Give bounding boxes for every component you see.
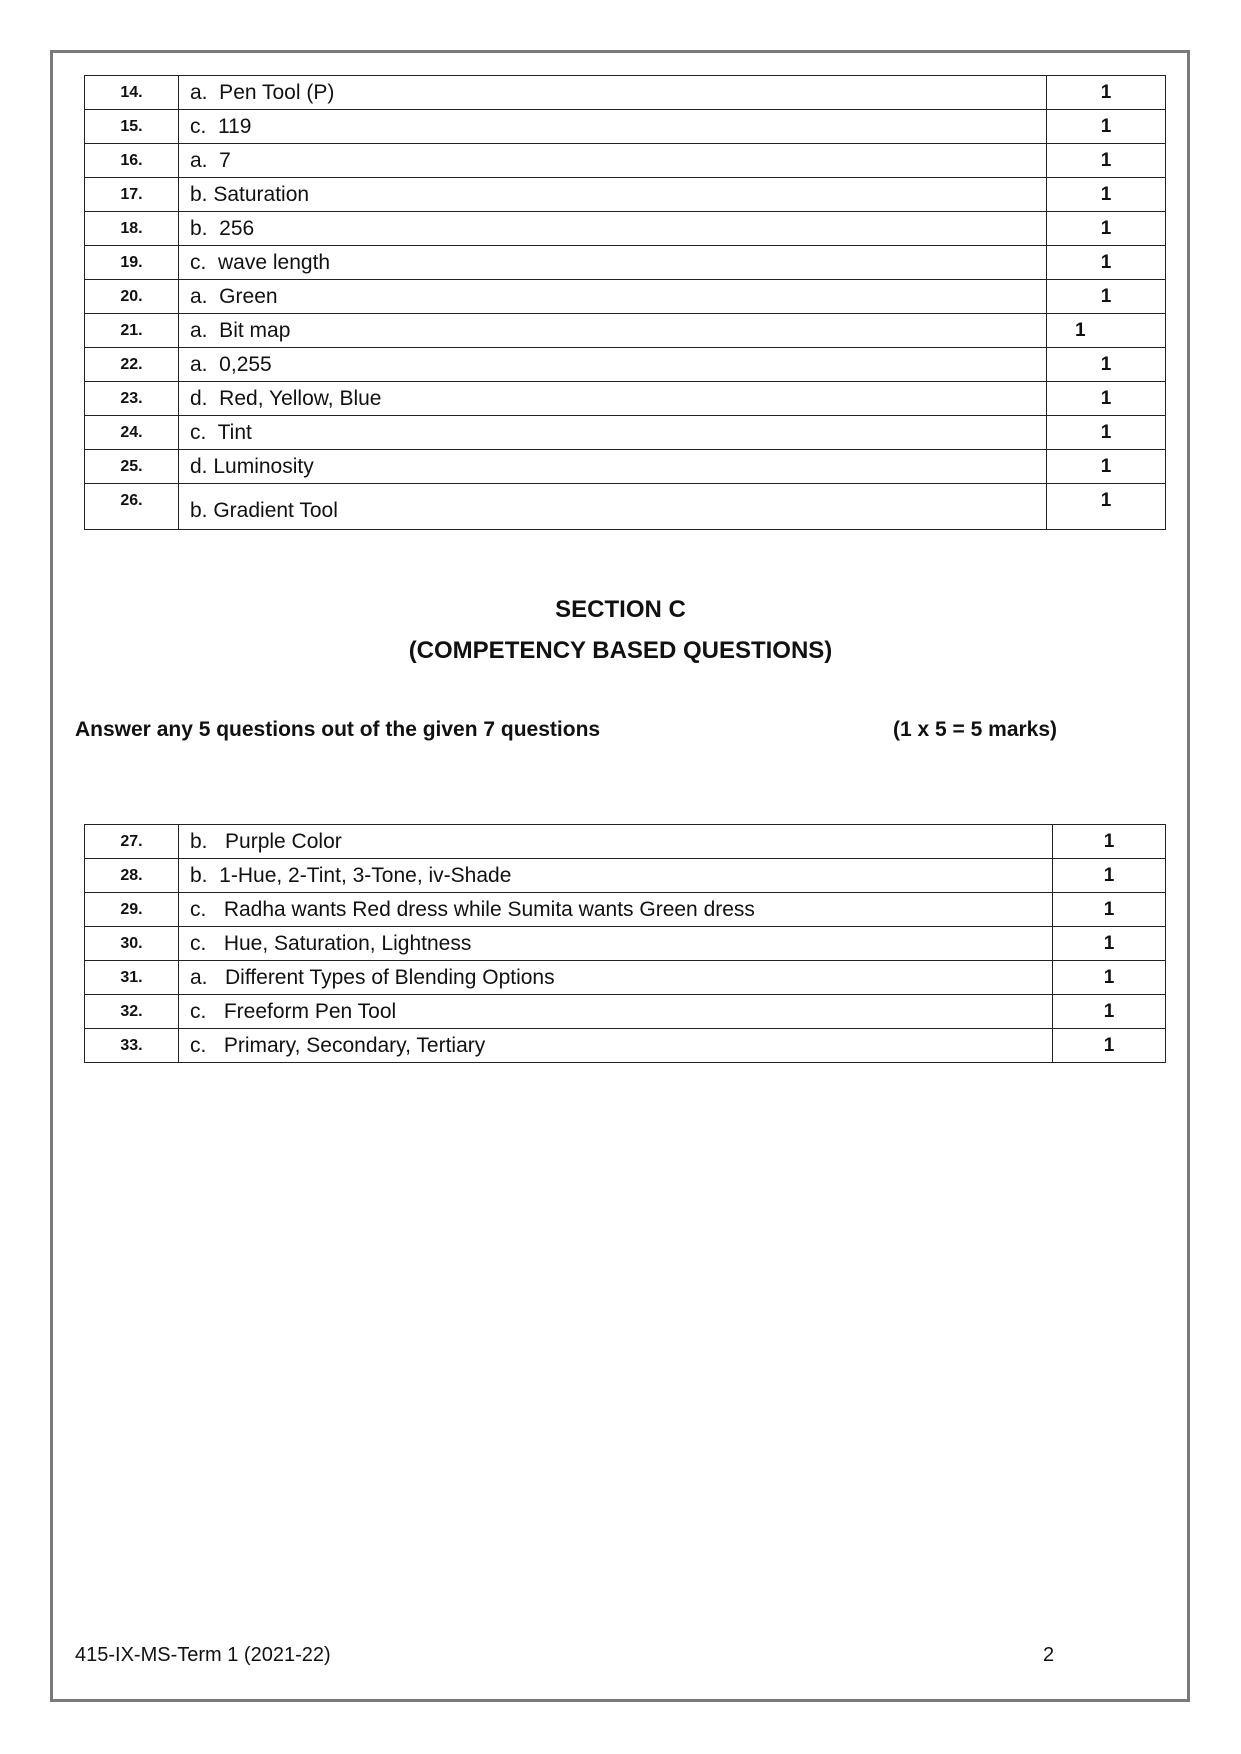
answer-text: a. 0,255	[179, 348, 1047, 382]
table-row	[85, 314, 1166, 348]
table-row	[85, 450, 1166, 484]
marks-value: 1	[1047, 212, 1166, 246]
marks-value: 1	[1053, 859, 1166, 893]
marks-value: 1	[1047, 280, 1166, 314]
question-number: 25.	[85, 450, 179, 484]
table-row	[85, 1029, 1166, 1063]
section-subtitle: (COMPETENCY BASED QUESTIONS)	[408, 637, 833, 664]
question-number: 29.	[85, 893, 179, 927]
question-number: 28.	[85, 859, 179, 893]
table-row	[85, 995, 1166, 1029]
marks-value: 1	[1047, 246, 1166, 280]
marks-value: 1	[1047, 178, 1166, 212]
table-row	[85, 382, 1166, 416]
marks-value: 1	[1047, 76, 1166, 110]
answer-text: b. 1-Hue, 2-Tint, 3-Tone, iv-Shade	[179, 859, 1053, 893]
table-row	[85, 859, 1166, 893]
answer-text: b. Saturation	[179, 178, 1047, 212]
answer-text: b. Gradient Tool	[179, 484, 1047, 530]
table-row	[85, 961, 1166, 995]
answer-text: c. Freeform Pen Tool	[179, 995, 1053, 1029]
marks-value: 1	[1047, 348, 1166, 382]
answer-text: d. Luminosity	[179, 450, 1047, 484]
question-number: 31.	[85, 961, 179, 995]
marks-value: 1	[1053, 893, 1166, 927]
table-row	[85, 348, 1166, 382]
answer-text: d. Red, Yellow, Blue	[179, 382, 1047, 416]
marks-value: 1	[1053, 995, 1166, 1029]
answer-text: a. Green	[179, 280, 1047, 314]
answer-text: c. Hue, Saturation, Lightness	[179, 927, 1053, 961]
question-number: 22.	[85, 348, 179, 382]
question-number: 24.	[85, 416, 179, 450]
table-row	[85, 416, 1166, 450]
answer-text: c. 119	[179, 110, 1047, 144]
table-row	[85, 144, 1166, 178]
section-instruction: Answer any 5 questions out of the given 7 questions	[75, 718, 601, 741]
table-row	[85, 76, 1166, 110]
table-row	[85, 110, 1166, 144]
marks-value: 1	[1053, 927, 1166, 961]
question-number: 30.	[85, 927, 179, 961]
question-number: 18.	[85, 212, 179, 246]
marks-value: 1	[1047, 110, 1166, 144]
question-number: 14.	[85, 76, 179, 110]
question-number: 33.	[85, 1029, 179, 1063]
marks-value: 1	[1053, 825, 1166, 859]
table-row	[85, 825, 1166, 859]
footer-page-number: 2	[1043, 1644, 1055, 1666]
marks-value: 1	[1047, 314, 1166, 348]
section-c-answer-table	[84, 824, 1166, 1063]
answer-text: c. Tint	[179, 416, 1047, 450]
table-row	[85, 212, 1166, 246]
answer-text: a. Pen Tool (P)	[179, 76, 1047, 110]
marks-value: 1	[1047, 144, 1166, 178]
question-number: 26.	[85, 484, 179, 530]
answer-text: a. Bit map	[179, 314, 1047, 348]
question-number: 19.	[85, 246, 179, 280]
section-title: SECTION C	[555, 596, 686, 623]
section-marks-note: (1 x 5 = 5 marks)	[893, 718, 1058, 741]
table-row	[85, 893, 1166, 927]
question-number: 32.	[85, 995, 179, 1029]
table-row	[85, 280, 1166, 314]
question-number: 16.	[85, 144, 179, 178]
footer-doc-code: 415-IX-MS-Term 1 (2021-22)	[75, 1644, 331, 1666]
question-number: 21.	[85, 314, 179, 348]
answer-text: a. 7	[179, 144, 1047, 178]
table-row	[85, 927, 1166, 961]
answer-text: b. 256	[179, 212, 1047, 246]
answer-text: c. wave length	[179, 246, 1047, 280]
question-number: 17.	[85, 178, 179, 212]
marks-value: 1	[1047, 450, 1166, 484]
question-number: 27.	[85, 825, 179, 859]
section-b-answer-table	[84, 75, 1166, 530]
table-row	[85, 246, 1166, 280]
answer-text: c. Primary, Secondary, Tertiary	[179, 1029, 1053, 1063]
table-row	[85, 484, 1166, 530]
marks-value: 1	[1053, 961, 1166, 995]
question-number: 23.	[85, 382, 179, 416]
marks-value: 1	[1047, 484, 1166, 530]
answer-text: b. Purple Color	[179, 825, 1053, 859]
question-number: 15.	[85, 110, 179, 144]
answer-text: c. Radha wants Red dress while Sumita wants Green dress	[179, 893, 1053, 927]
question-number: 20.	[85, 280, 179, 314]
marks-value: 1	[1047, 416, 1166, 450]
table-row	[85, 178, 1166, 212]
marks-value: 1	[1047, 382, 1166, 416]
answer-text: a. Different Types of Blending Options	[179, 961, 1053, 995]
marks-value: 1	[1053, 1029, 1166, 1063]
